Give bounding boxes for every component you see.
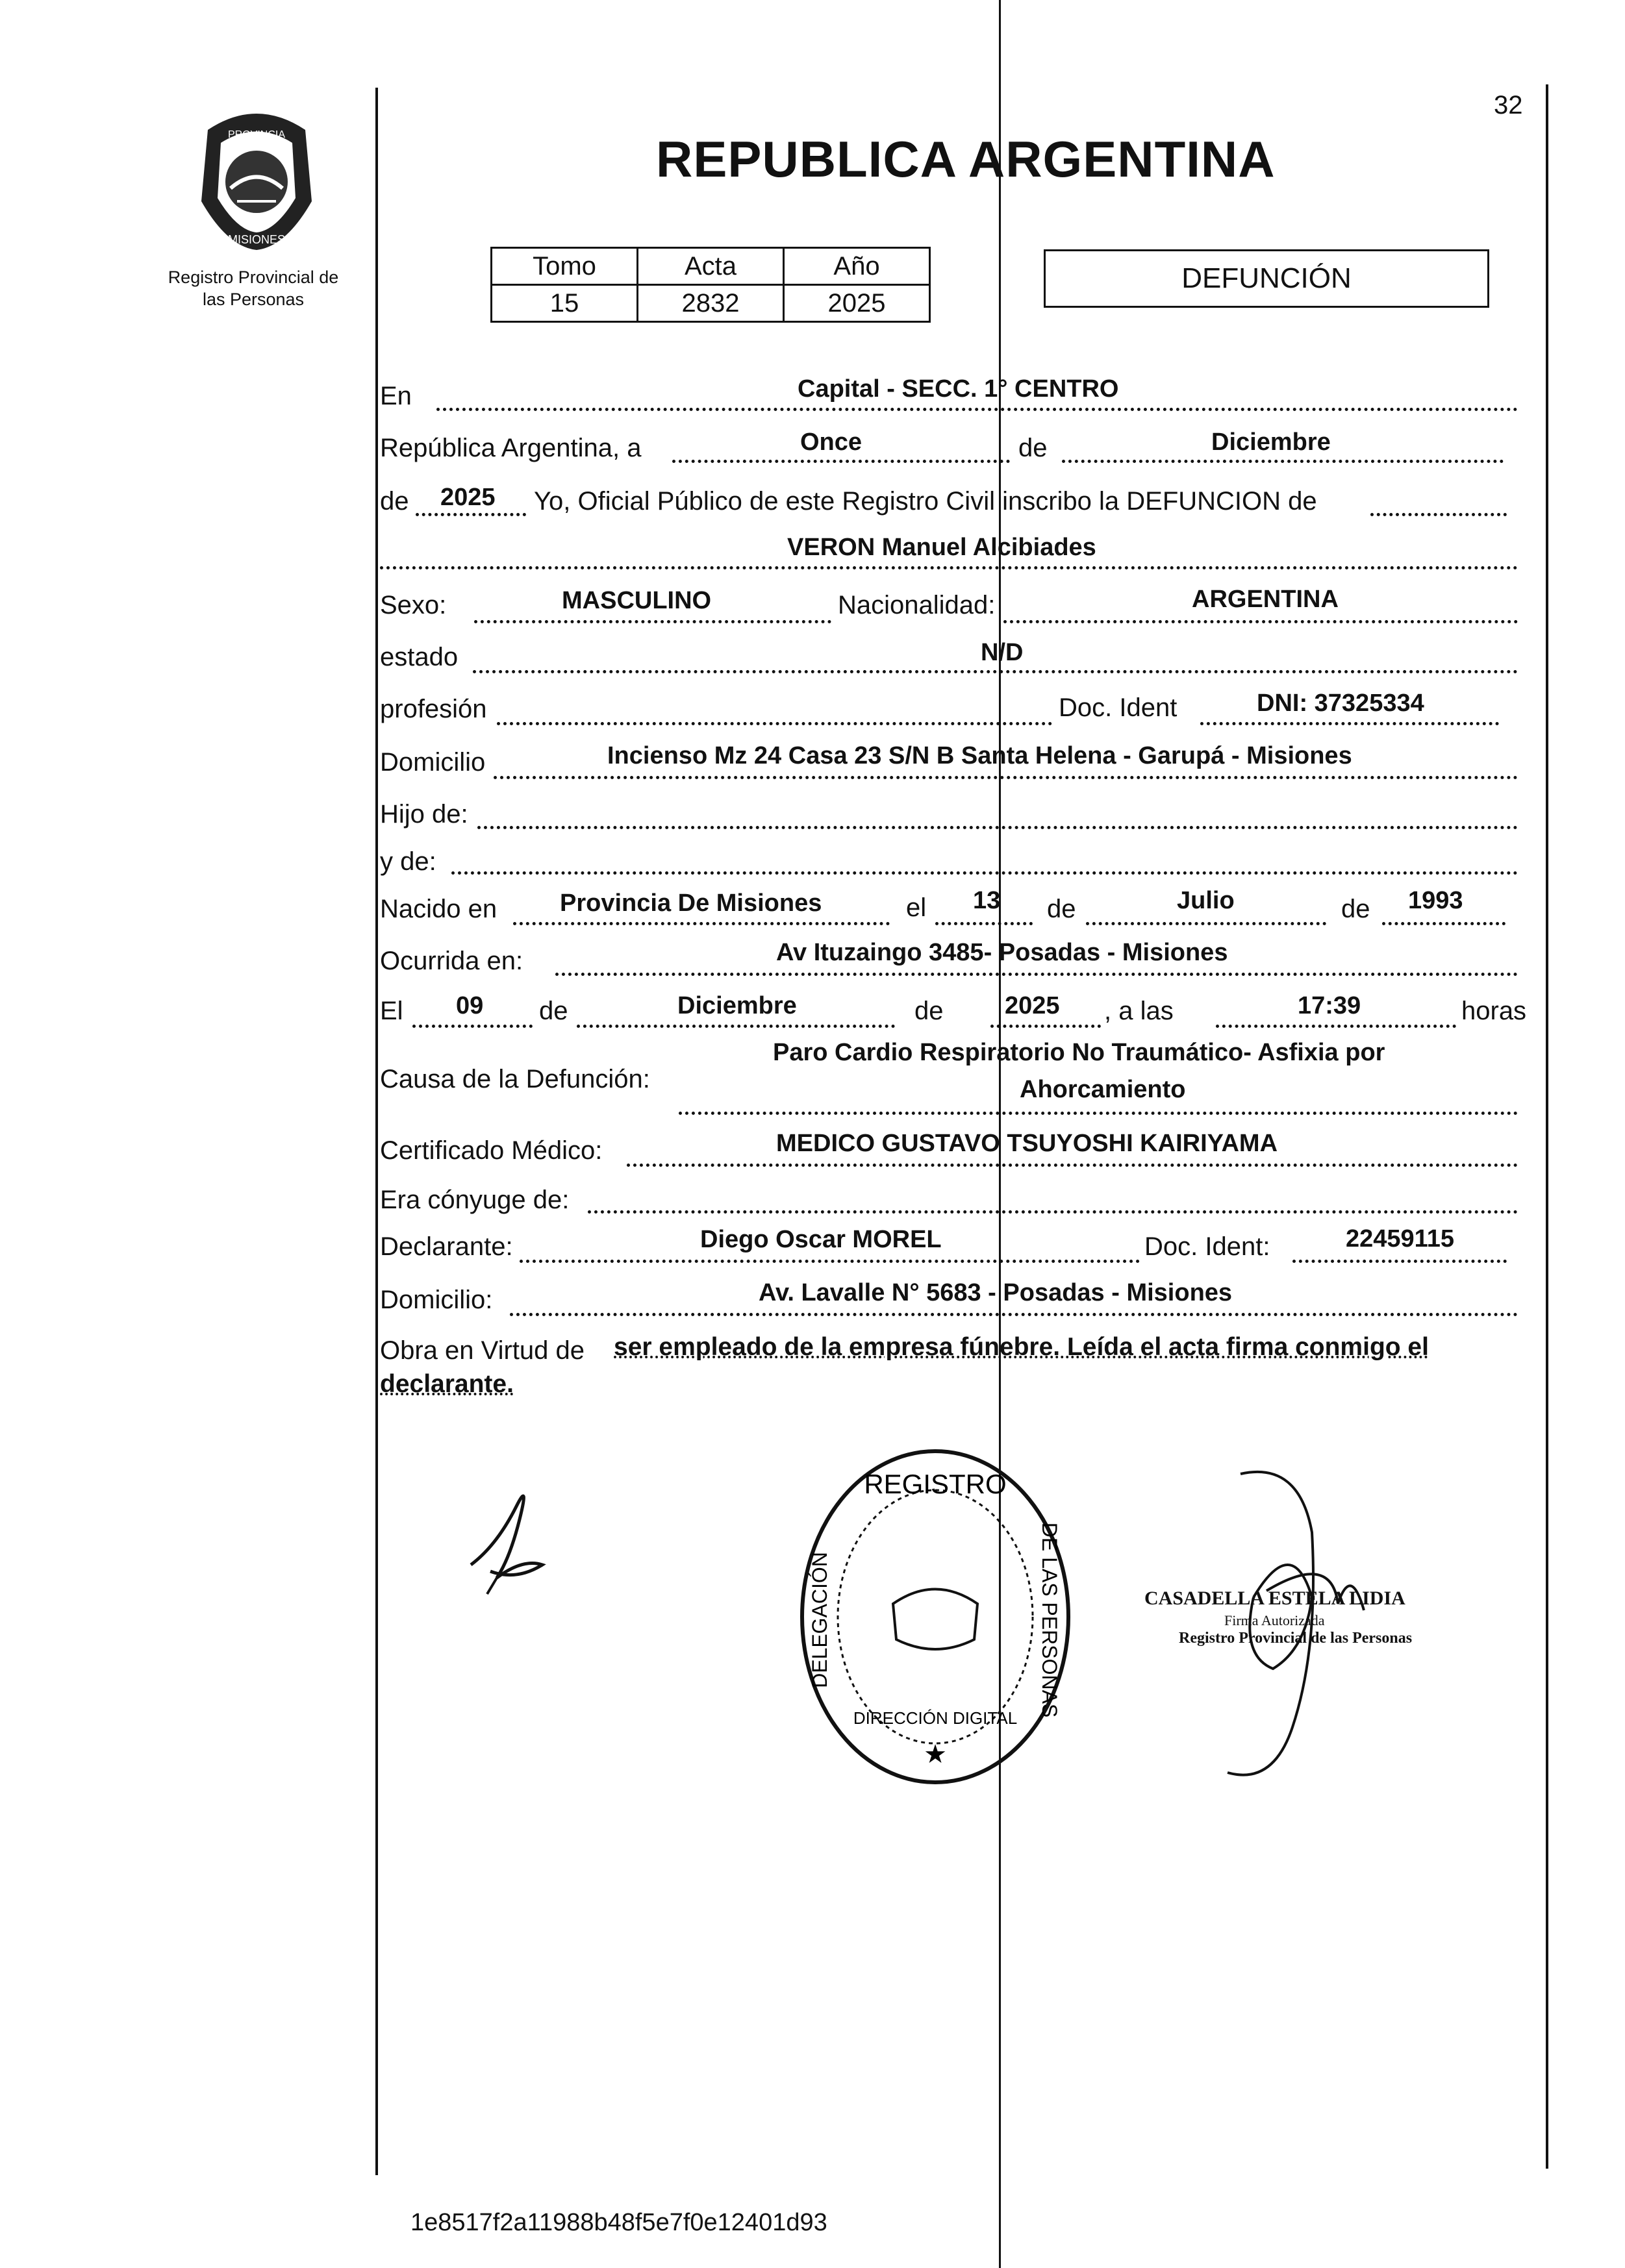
nacido-anio: 1993 — [1408, 887, 1463, 914]
registry-stamp-icon — [796, 1445, 1075, 1789]
dotted-line — [416, 513, 526, 516]
horas-label: horas — [1461, 997, 1527, 1025]
fecha-anio: 2025 — [1005, 992, 1060, 1019]
causa-line2: Ahorcamiento — [1020, 1076, 1186, 1103]
nacido-mes: Julio — [1177, 887, 1235, 914]
dotted-line — [1382, 922, 1505, 925]
dotted-line — [935, 922, 1033, 925]
decl-dom-value: Av. Lavalle N° 5683 - Posadas - Misiones — [759, 1279, 1233, 1306]
dotted-line — [627, 1164, 1518, 1167]
declarante-label: Declarante: — [380, 1232, 513, 1261]
de-label: de — [380, 487, 409, 516]
year-value: 2025 — [440, 484, 496, 511]
signature-name: CASADELLA ESTELA LIDIA — [1144, 1588, 1405, 1609]
dotted-line — [497, 722, 1052, 725]
stamp-right-text: DE LAS PERSONAS — [1038, 1522, 1061, 1718]
stamp-bottom-text: DIRECCIÓN DIGITAL — [853, 1708, 1018, 1728]
domicilio-value: Incienso Mz 24 Casa 23 S/N B Santa Helena - Garupá - Misiones — [607, 742, 1352, 769]
doc-label: Doc. Ident — [1059, 693, 1178, 722]
nacionalidad-label: Nacionalidad: — [838, 591, 996, 619]
dotted-line — [1062, 460, 1504, 463]
obra-label: Obra en Virtud de — [380, 1336, 585, 1365]
dotted-line — [513, 922, 890, 925]
cert-label: Certificado Médico: — [380, 1136, 603, 1165]
dotted-line — [474, 620, 831, 623]
signature-office: Registro Provincial de las Personas — [1179, 1630, 1413, 1647]
deceased-name: VERON Manuel Alcibiades — [787, 534, 1096, 561]
el-label: el — [906, 893, 927, 922]
dotted-line — [477, 826, 1518, 829]
dotted-line — [412, 1025, 533, 1028]
cert-value: MEDICO GUSTAVO TSUYOSHI KAIRIYAMA — [776, 1130, 1278, 1157]
ocurrida-value: Av Ituzaingo 3485- Posadas - Misiones — [776, 939, 1228, 966]
causa-label: Causa de la Defunción: — [380, 1065, 650, 1093]
acta-header: Acta — [638, 248, 784, 285]
dotted-line — [380, 566, 1518, 569]
de-label: de — [1341, 895, 1370, 923]
decl-dom-label: Domicilio: — [380, 1286, 493, 1314]
alas-label: , a las — [1104, 997, 1174, 1025]
decl-doc-value: 22459115 — [1346, 1225, 1454, 1252]
record-table — [490, 247, 931, 323]
de-label: de — [539, 997, 568, 1025]
svg-text:MISIONES: MISIONES — [227, 233, 286, 246]
nacido-label: Nacido en — [380, 895, 498, 923]
conyuge-label: Era cónyuge de: — [380, 1186, 570, 1214]
stamp-top-text: REGISTRO — [864, 1469, 1007, 1499]
dotted-line — [555, 973, 1518, 976]
dotted-line — [520, 1260, 1140, 1263]
anio-value: 2025 — [784, 285, 930, 322]
decl-doc-label: Doc. Ident: — [1144, 1232, 1270, 1261]
hora-value: 17:39 — [1298, 992, 1361, 1019]
estado-label: estado — [380, 643, 459, 671]
de-label: de — [914, 997, 944, 1025]
nacido-lugar: Provincia De Misiones — [560, 890, 822, 917]
dotted-line — [1292, 1260, 1507, 1263]
el-label: El — [380, 997, 403, 1025]
page-number: 32 — [1494, 91, 1523, 119]
nacido-dia: 13 — [973, 887, 1001, 914]
document-hash: 1e8517f2a11988b48f5e7f0e12401d93 — [410, 2209, 827, 2236]
de-label: de — [1018, 434, 1048, 462]
domicilio-label: Domicilio — [380, 748, 486, 777]
left-margin-line — [375, 88, 378, 2175]
dotted-line — [990, 1025, 1101, 1028]
dotted-line — [436, 408, 1518, 411]
profesion-label: profesión — [380, 695, 487, 723]
dotted-line — [473, 670, 1518, 673]
svg-text:PROVINCIA: PROVINCIA — [227, 129, 286, 140]
dotted-line — [672, 460, 1010, 463]
doc-value: DNI: 37325334 — [1257, 690, 1424, 717]
tomo-value: 15 — [492, 285, 638, 322]
declarante-signature-icon — [458, 1467, 562, 1597]
obra-text2: declarante. — [380, 1370, 514, 1398]
page-title: REPUBLICA ARGENTINA — [656, 131, 1276, 188]
fecha-mes: Diciembre — [677, 992, 797, 1019]
tomo-header: Tomo — [492, 248, 638, 285]
ocurrida-label: Ocurrida en: — [380, 947, 523, 975]
fecha-dia: 09 — [456, 992, 484, 1019]
stamp-left-text: DELEGACIÓN — [808, 1552, 831, 1688]
causa-line1: Paro Cardio Respiratorio No Traumático- Asfixia por — [773, 1039, 1385, 1066]
registry-line1: Registro Provincial de — [168, 268, 339, 287]
registry-name — [146, 266, 360, 310]
hijo-label: Hijo de: — [380, 800, 468, 829]
signature-role: Firma Autorizada — [1224, 1612, 1325, 1628]
dotted-line — [588, 1210, 1518, 1214]
sexo-label: Sexo: — [380, 591, 447, 619]
oficial-text: Yo, Oficial Público de este Registro Civil inscribo la DEFUNCION de — [534, 487, 1317, 516]
en-label: En — [380, 382, 412, 410]
nacionalidad-value: ARGENTINA — [1192, 586, 1339, 613]
right-margin-line — [1546, 84, 1548, 2169]
rep-day: Once — [800, 429, 863, 456]
dotted-line — [451, 871, 1518, 875]
dotted-line — [1216, 1025, 1456, 1028]
estado-value: N/D — [981, 639, 1024, 666]
document-type: DEFUNCIÓN — [1181, 262, 1352, 294]
anio-header: Año — [784, 248, 930, 285]
rep-label: República Argentina, a — [380, 434, 642, 462]
dotted-line — [1370, 513, 1507, 516]
dotted-line — [1086, 922, 1326, 925]
dotted-line — [1003, 620, 1518, 623]
sexo-value: MASCULINO — [562, 587, 712, 614]
dotted-line — [679, 1112, 1518, 1115]
obra-text: ser empleado de la empresa fúnebre. Leída el acta firma conmigo el — [614, 1333, 1429, 1361]
yde-label: y de: — [380, 847, 436, 876]
svg-text:★: ★ — [924, 1740, 947, 1769]
dotted-line — [1200, 722, 1499, 725]
en-value: Capital - SECC. 1° CENTRO — [798, 375, 1119, 403]
provincial-seal-icon — [182, 104, 331, 253]
rep-month: Diciembre — [1211, 429, 1331, 456]
document-type-box — [1044, 249, 1489, 308]
de-label: de — [1047, 895, 1076, 923]
acta-value: 2832 — [638, 285, 784, 322]
dotted-line — [510, 1313, 1518, 1316]
registry-line2: las Personas — [202, 290, 305, 309]
declarante-value: Diego Oscar MOREL — [700, 1226, 942, 1253]
dotted-line — [494, 776, 1518, 779]
dotted-line — [577, 1025, 895, 1028]
